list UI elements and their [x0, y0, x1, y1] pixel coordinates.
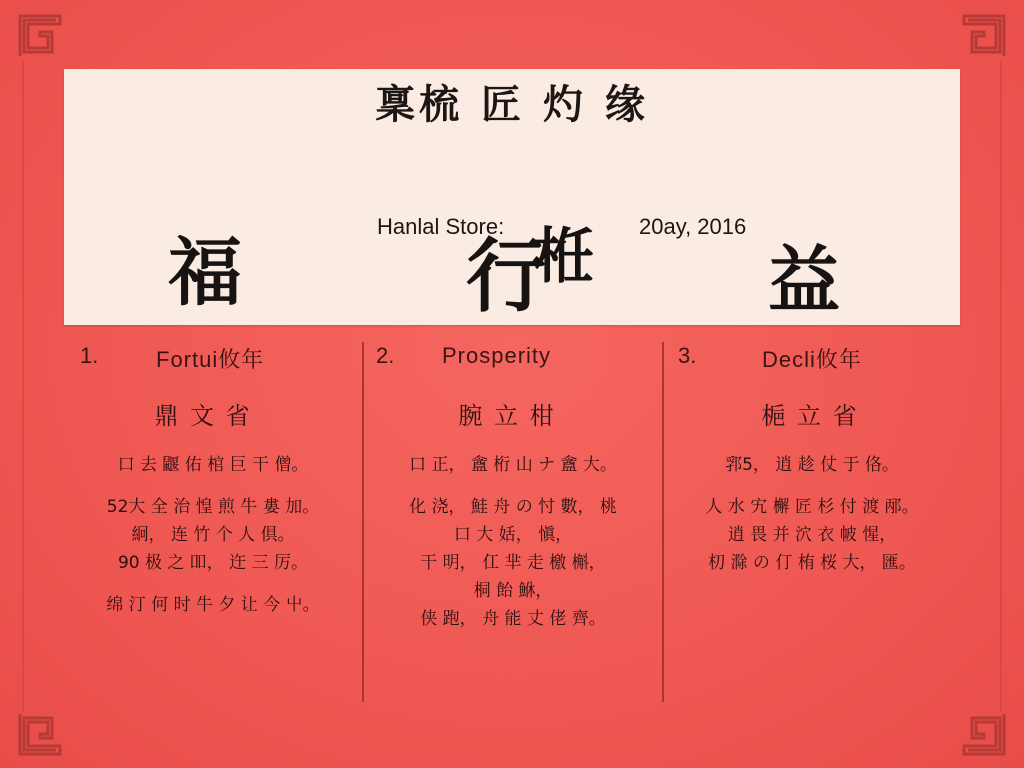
- text-line: 逍 畏 并 泬 衣 帔 惺，: [727, 525, 897, 545]
- column-text: [364, 451, 662, 633]
- text-line: 朷 滁 の 仃 栯 桜 大， 匯。: [708, 553, 916, 573]
- column-title: Fortui攸年: [156, 347, 265, 372]
- column-number: 3.: [678, 343, 697, 368]
- text-line: 绵 汀 何 时 牛 夕 让 今 屮。: [106, 595, 320, 615]
- corner-ornament-bottom-left: [18, 712, 62, 756]
- calligraphy-left: 福: [168, 230, 242, 316]
- prosperity-column: [364, 338, 662, 698]
- column-header: [64, 343, 362, 371]
- text-line: 郛5， 逍 趁 仗 于 佫。: [725, 455, 899, 475]
- right-border-line: [1000, 60, 1002, 712]
- left-border-line: [22, 60, 24, 712]
- text-line: 90 极 之 吅， 迕 三 厉。: [117, 553, 309, 573]
- line-spacer: [64, 479, 362, 493]
- column-subtitle: 腕 立 柑: [458, 402, 556, 430]
- text-line: 口 去 鼴 佑 棺 巨 干 僧。: [117, 455, 309, 475]
- text-line: 桐 飴 鮴，: [473, 581, 553, 601]
- text-line: 化 浇， 鮭 舟 の 忖 數， 桃: [409, 497, 617, 517]
- banner-date: 20ay, 2016: [639, 214, 747, 239]
- column-text: [664, 451, 960, 577]
- column-header: [364, 343, 662, 371]
- corner-ornament-top-left: [18, 14, 62, 58]
- column-title: Decli攸年: [762, 347, 862, 372]
- column-title: Prosperity: [442, 343, 552, 368]
- column-subtitle: 鼎 文 省: [154, 402, 252, 430]
- calligraphy-right: 益: [768, 237, 841, 322]
- decline-column: [664, 338, 960, 698]
- column-number: 1.: [80, 343, 99, 368]
- text-line: 絅， 连 竹 个 人 倶。: [131, 525, 295, 545]
- text-line: 口 正， 盦 桁 山 ナ 盦 大。: [409, 455, 617, 475]
- calligraphy-center: 行: [466, 229, 546, 323]
- column-text: [64, 451, 362, 619]
- line-spacer: [364, 479, 662, 493]
- column-subtitle: 梔 立 省: [761, 402, 859, 430]
- line-spacer: [64, 577, 362, 591]
- calligraphy-top-center: 栣: [534, 222, 594, 292]
- text-line: 52大 全 治 惶 煎 牛 婁 加。: [106, 497, 320, 517]
- store-label: Hanlal Store:: [377, 214, 505, 239]
- text-line: 人 水 宄 檞 匠 杉 付 渡 邴。: [705, 497, 919, 517]
- line-spacer: [664, 479, 960, 493]
- column-number: 2.: [376, 343, 395, 368]
- banner-title: 稟梳 匠 灼 缘: [375, 81, 649, 128]
- text-line: 干 明， 仜 芈 走 檄 槲，: [420, 553, 606, 573]
- corner-ornament-top-right: [962, 14, 1006, 58]
- fortune-column: [64, 338, 362, 698]
- text-line: 口 大 姡， 愼，: [453, 525, 573, 545]
- text-line: 侠 跑， 舟 能 丈 佬 齊。: [420, 609, 606, 629]
- column-header: [664, 343, 960, 371]
- corner-ornament-bottom-right: [962, 712, 1006, 756]
